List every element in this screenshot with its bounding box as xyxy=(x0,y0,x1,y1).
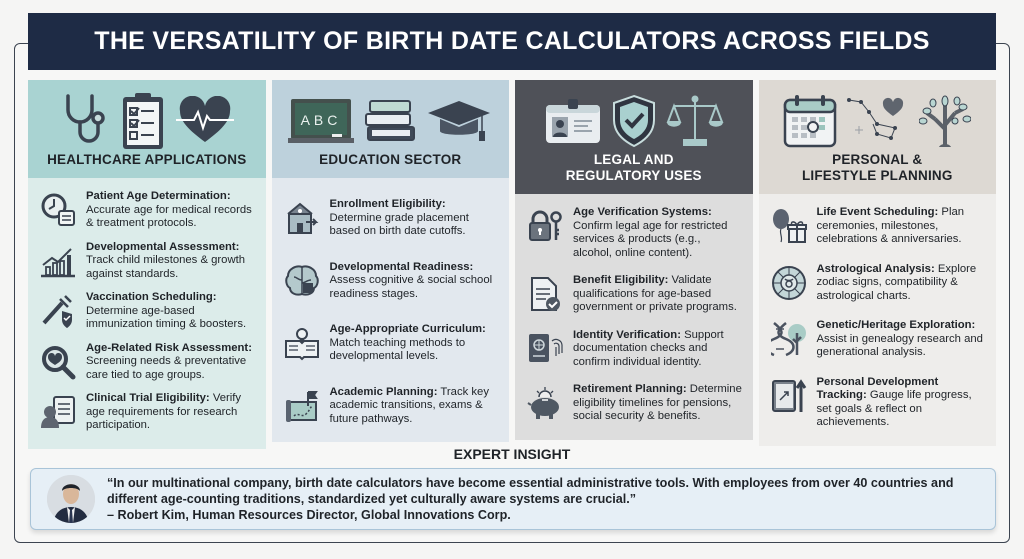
id-badge-icon xyxy=(544,97,602,145)
brain-puzzle-icon xyxy=(284,263,320,299)
list-item: Enrollment Eligibility: Determine grade placement based on birth date cutoffs. xyxy=(284,198,500,239)
zodiac-wheel-icon xyxy=(771,265,807,301)
growth-chart-icon xyxy=(40,243,76,279)
column-body xyxy=(759,194,997,446)
column-title: PERSONAL & LIFESTYLE PLANNING xyxy=(801,152,953,183)
balloon-gift-icon xyxy=(771,208,807,244)
column-personal xyxy=(759,80,997,438)
column-title: EDUCATION SECTOR xyxy=(319,152,462,167)
title-banner xyxy=(28,13,996,70)
list-item: Developmental Readiness: Assess cognitive & social school readiness stages. xyxy=(284,261,500,302)
list-item: Identity Verification: Support documentation checks and confirm individual identity. xyxy=(527,329,743,370)
column-body xyxy=(272,178,510,442)
scales-of-justice-icon xyxy=(666,94,724,148)
column-header xyxy=(759,80,997,194)
list-item: Academic Planning: Track key academic transitions, exams & future pathways. xyxy=(284,386,500,427)
column-education xyxy=(272,80,510,438)
quote-attribution: – Robert Kim, Human Resources Director, Global Innovations Corp. xyxy=(107,508,511,522)
stethoscope-icon xyxy=(60,92,110,150)
syringe-shield-icon xyxy=(40,293,76,329)
column-header xyxy=(28,80,266,178)
column-header xyxy=(515,80,753,194)
passport-fingerprint-icon xyxy=(527,331,563,367)
list-item: Benefit Eligibility: Validate qualifications for age-based government or private programs. xyxy=(527,274,743,315)
list-item: Age-Appropriate Curriculum: Match teaching methods to developmental levels. xyxy=(284,323,500,364)
journal-arrow-icon xyxy=(771,378,807,414)
column-body xyxy=(515,194,753,440)
list-item: Age Verification Systems: Confirm legal age for restricted services & products (e.g., alcohol, online content). xyxy=(527,206,743,260)
chalkboard-abc-icon xyxy=(288,97,354,145)
quote-text: “In our multinational company, birth date calculators have become essential administrative tools. With employees from over 40 countries and different age-counting traditions, standardized yet culturally aware systems are crucial.” xyxy=(107,476,954,506)
list-item: Clinical Trial Eligibility: Verify age requirements for research participation. xyxy=(40,392,256,433)
heart-pulse-icon xyxy=(176,96,234,146)
columns-container xyxy=(28,80,996,438)
expert-insight-title: EXPERT INSIGHT xyxy=(453,446,571,462)
list-item: Personal Development Tracking: Gauge life progress, set goals & reflect on achievements. xyxy=(771,376,987,430)
padlock-key-icon xyxy=(527,208,563,244)
column-legal xyxy=(515,80,753,438)
expert-quote-box xyxy=(30,468,996,530)
list-item: Age-Related Risk Assessment: Screening needs & preventative care tied to age groups. xyxy=(40,342,256,383)
svg-text:ABC: ABC xyxy=(300,112,342,128)
constellation-heart-icon xyxy=(847,94,909,148)
family-tree-icon xyxy=(919,93,971,149)
column-healthcare xyxy=(28,80,266,438)
school-building-icon xyxy=(284,200,320,236)
list-item: Patient Age Determination: Accurate age for medical records & treatment protocols. xyxy=(40,190,256,231)
list-item: Developmental Assessment: Track child milestones & growth against standards. xyxy=(40,241,256,282)
column-title: HEALTHCARE APPLICATIONS xyxy=(47,152,247,167)
person-portrait-icon xyxy=(47,475,95,523)
book-lightbulb-icon xyxy=(284,325,320,361)
magnifier-heart-icon xyxy=(40,344,76,380)
quote-content xyxy=(107,475,995,523)
list-item: Genetic/Heritage Exploration: Assist in genealogy research and generational analysis. xyxy=(771,319,987,360)
clipboard-checklist-icon xyxy=(120,91,166,151)
list-item: Astrological Analysis: Explore zodiac signs, compatibility & astrological charts. xyxy=(771,263,987,304)
avatar xyxy=(47,475,95,523)
document-check-icon xyxy=(527,276,563,312)
list-item: Retirement Planning: Determine eligibility timelines for pensions, social security & benefits. xyxy=(527,383,743,424)
column-body xyxy=(28,178,266,449)
books-stack-icon xyxy=(364,97,416,145)
column-header xyxy=(272,80,510,178)
clock-calendar-icon xyxy=(40,192,76,228)
person-clipboard-icon xyxy=(40,394,76,430)
page-title: THE VERSATILITY OF BIRTH DATE CALCULATORS ACROSS FIELDS xyxy=(94,27,930,55)
piggy-bank-sun-icon xyxy=(527,385,563,421)
graduation-cap-icon xyxy=(426,97,492,145)
list-item: Life Event Scheduling: Plan ceremonies, milestones, celebrations & anniversaries. xyxy=(771,206,987,247)
shield-check-icon xyxy=(612,94,656,148)
calendar-icon xyxy=(783,94,837,148)
dna-tree-icon xyxy=(771,321,807,357)
list-item: Vaccination Scheduling: Determine age-based immunization timing & boosters. xyxy=(40,291,256,332)
column-title: LEGAL AND REGULATORY USES xyxy=(565,152,702,183)
map-flag-icon xyxy=(284,388,320,424)
